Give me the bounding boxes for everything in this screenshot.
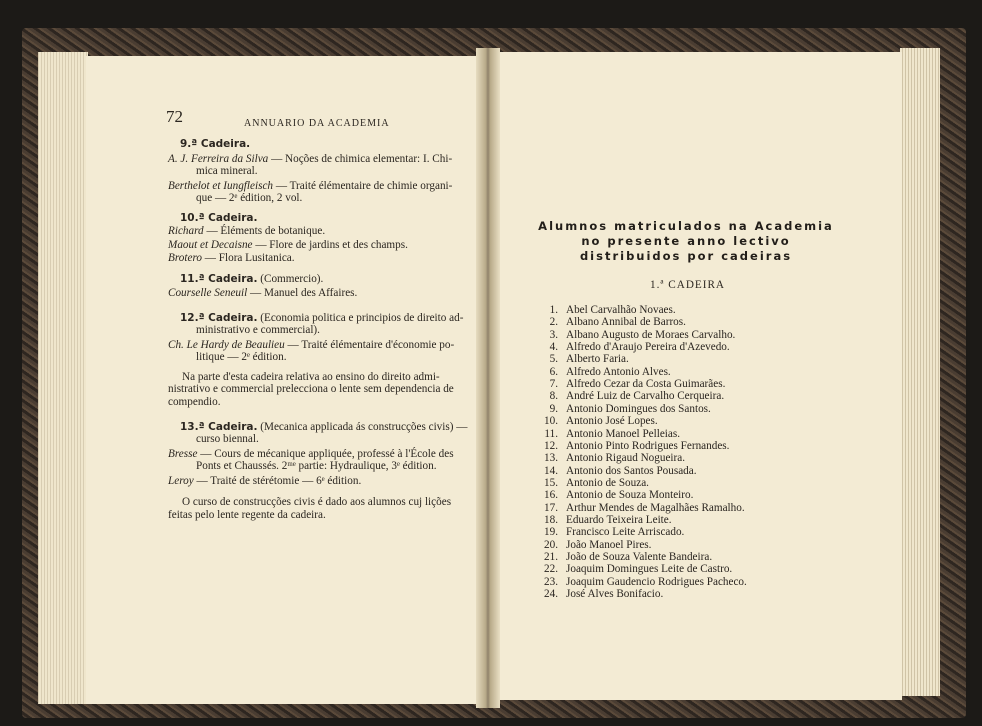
- student-name: Antonio Pinto Rodrigues Fernandes.: [566, 439, 730, 452]
- left-text-line: que — 2ᵉ édition, 2 vol.: [196, 192, 303, 204]
- left-text-line: A. J. Ferreira da Silva — Noções de chimica elementar: I. Chi-: [168, 153, 453, 165]
- left-text-line: 12.ª Cadeira. (Economia politica e principios de direito ad-: [180, 312, 464, 324]
- student-name: Antonio de Souza.: [566, 476, 649, 489]
- student-name: Albano Augusto de Moraes Carvalho.: [566, 328, 736, 341]
- student-number: 22.: [544, 563, 558, 576]
- student-name: Antonio Rigaud Nogueira.: [566, 452, 686, 465]
- left-text-line: O curso de construcções civis é dado aos alumnos cuj lições: [182, 496, 452, 508]
- student-number: 2.: [549, 316, 558, 329]
- page-number: 72: [166, 107, 183, 126]
- left-text-line: 13.ª Cadeira. (Mecanica applicada ás construcções civis) —: [180, 421, 468, 433]
- student-number: 6.: [549, 365, 558, 378]
- left-text-line: Bresse — Cours de mécanique appliquée, professé à l'École des: [168, 448, 454, 460]
- left-text-line: ministrativo e commercial).: [196, 324, 320, 336]
- left-text-line: Na parte d'esta cadeira relativa ao ensino do direito admi-: [182, 371, 440, 383]
- student-name: Antonio Manoel Pelleias.: [566, 427, 681, 440]
- student-number: 4.: [549, 341, 558, 354]
- left-text-line: Ponts et Chaussés. 2ᵐᵉ partie: Hydraulique, 3ᵉ édition.: [196, 460, 437, 472]
- student-number: 20.: [544, 538, 558, 551]
- cadeira-subheading: 1.ª CADEIRA: [650, 279, 725, 291]
- student-name: Antonio dos Santos Pousada.: [566, 464, 697, 477]
- left-text-line: compendio.: [168, 396, 221, 408]
- student-name: Abel Carvalhão Novaes.: [566, 304, 676, 316]
- student-number: 5.: [549, 353, 558, 366]
- student-number: 1.: [549, 304, 558, 316]
- section-heading-line-2: no presente anno lectivo: [581, 234, 791, 248]
- student-name: Antonio de Souza Monteiro.: [566, 489, 694, 502]
- left-text-line: feitas pelo lente regente da cadeira.: [168, 509, 326, 521]
- student-name: Alberto Faria.: [566, 353, 629, 366]
- student-number: 18.: [544, 513, 558, 526]
- student-number: 15.: [544, 476, 558, 489]
- left-text-line: Ch. Le Hardy de Beaulieu — Traité élémentaire d'économie po-: [168, 339, 455, 351]
- student-number: 23.: [544, 575, 558, 588]
- left-text-line: Brotero — Flora Lusitanica.: [168, 252, 295, 264]
- left-page-edges: [38, 52, 88, 704]
- student-number: 13.: [544, 452, 558, 465]
- student-number: 14.: [544, 464, 558, 477]
- student-number: 12.: [544, 439, 558, 452]
- student-name: Antonio Domingues dos Santos.: [566, 402, 711, 415]
- student-number: 19.: [544, 526, 558, 539]
- student-name: Joaquim Gaudencio Rodrigues Pacheco.: [566, 575, 747, 588]
- left-text-line: Berthelot et Iungfleisch — Traité élémentaire de chimie organi-: [168, 180, 453, 192]
- student-name: Antonio José Lopes.: [566, 415, 658, 428]
- student-name: Alfredo Cezar da Costa Guimarães.: [566, 378, 726, 391]
- right-page-edges: [900, 48, 940, 696]
- left-text-line: Courselle Seneuil — Manuel des Affaires.: [168, 287, 358, 299]
- student-name: João Manoel Pires.: [566, 538, 652, 551]
- student-number: 21.: [544, 551, 558, 563]
- student-number: 9.: [549, 402, 558, 415]
- student-name: Alfredo d'Araujo Pereira d'Azevedo.: [566, 341, 730, 354]
- left-text-line: nistrativo e commercial prelecciona o lente sem dependencia de: [168, 383, 454, 395]
- student-number: 24.: [544, 588, 558, 601]
- left-text-line: curso biennal.: [196, 433, 259, 445]
- student-number: 10.: [544, 415, 558, 428]
- student-name: Joaquim Domingues Leite de Castro.: [566, 563, 733, 576]
- left-text-line: Leroy — Traité de stérétomie — 6ᵉ édition.: [168, 475, 362, 487]
- left-text-line: 9.ª Cadeira.: [180, 138, 251, 150]
- left-text-line: Maout et Decaisne — Flore de jardins et des champs.: [168, 239, 408, 251]
- section-heading-line-3: distribuidos por cadeiras: [579, 249, 793, 263]
- left-text-line: litique — 2ᵉ édition.: [196, 351, 287, 363]
- student-name: João de Souza Valente Bandeira.: [566, 551, 713, 563]
- student-name: Francisco Leite Arriscado.: [566, 526, 685, 539]
- left-text-line: Richard — Éléments de botanique.: [168, 225, 326, 237]
- student-name: Albano Annibal de Barros.: [566, 316, 686, 329]
- left-text-line: mica mineral.: [196, 165, 258, 177]
- student-number: 7.: [549, 378, 558, 391]
- student-number: 17.: [544, 501, 558, 514]
- student-number: 3.: [549, 328, 558, 341]
- section-heading-line-1: Alumnos matriculados na Academia: [538, 219, 834, 233]
- student-number: 8.: [549, 390, 558, 403]
- book-gutter: [476, 48, 500, 708]
- student-number: 16.: [544, 489, 558, 502]
- student-name: Eduardo Teixeira Leite.: [566, 513, 672, 526]
- student-name: André Luiz de Carvalho Cerqueira.: [566, 390, 725, 403]
- left-text-line: 10.ª Cadeira.: [180, 212, 258, 224]
- left-text-line: 11.ª Cadeira. (Commercio).: [180, 273, 324, 285]
- student-number: 11.: [544, 427, 558, 440]
- student-name: Arthur Mendes de Magalhães Ramalho.: [566, 501, 745, 514]
- running-head: ANNUARIO DA ACADEMIA: [244, 118, 390, 129]
- student-name: José Alves Bonifacio.: [566, 588, 664, 601]
- student-name: Alfredo Antonio Alves.: [566, 365, 671, 378]
